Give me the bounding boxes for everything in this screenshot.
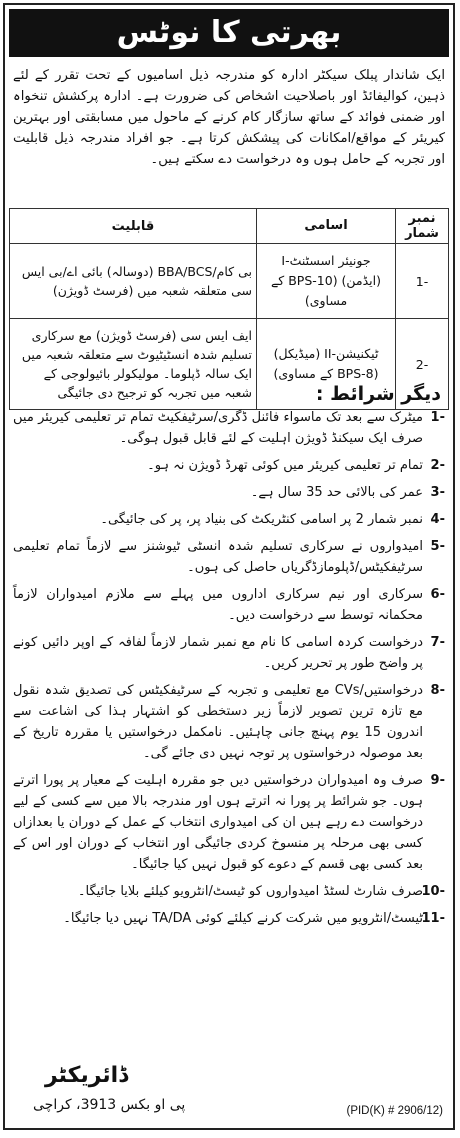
condition-number: -7 — [430, 635, 445, 650]
condition-number: -10 — [421, 884, 445, 899]
row-post: ٹیکنیشن-II (میڈیکل) (BPS-8 کے مساوی) — [257, 319, 396, 410]
condition-text: نمبر شمار 2 پر اسامی کنٹریکٹ کی بنیاد پر، پر کی جائیگی۔ — [100, 512, 423, 527]
condition-item — [13, 455, 445, 476]
header-qualification: قابلیت — [10, 209, 257, 244]
condition-text: میٹرک سے بعد تک ماسواء فائنل ڈگری/سرٹیفکیٹ تمام تر تعلیمی کیریئر میں صرف ایک سیکنڈ ڈویژن اہلیت کے لئے قابل قبول ہوگی۔ — [13, 410, 423, 446]
table-row — [10, 244, 449, 319]
condition-item — [13, 632, 445, 674]
condition-text: عمر کی بالائی حد 35 سال ہے۔ — [250, 485, 423, 500]
condition-item — [13, 770, 445, 875]
condition-item — [13, 407, 445, 449]
condition-item — [13, 584, 445, 626]
conditions-list — [13, 407, 445, 935]
condition-text: سرکاری اور نیم سرکاری اداروں میں پہلے سے ملازم امیدواران لازماً محکمانہ توسط سے درخواست دیں۔ — [13, 587, 423, 623]
row-sno: -1 — [396, 244, 449, 319]
row-qualification: بی کام/BBA/BCS (دوسالہ) بائی اے/بی ایس سی متعلقہ شعبہ میں (فرسٹ ڈویژن) — [10, 244, 257, 319]
condition-text: ٹیسٹ/انٹرویو میں شرکت کرنے کیلئے کوئی TA/DA نہیں دیا جائیگا۔ — [63, 911, 423, 926]
table-header-row — [10, 209, 449, 244]
header-post: اسامی — [257, 209, 396, 244]
signatory: ڈائریکٹر — [45, 1063, 129, 1088]
condition-number: -1 — [430, 410, 445, 425]
condition-item — [13, 881, 445, 902]
header-sno: نمبر شمار — [396, 209, 449, 244]
condition-text: درخواست کردہ اسامی کا نام مع نمبر شمار لازماً لفافہ کے اوپر دائیں کونے پر واضح طور پر تحریر کریں۔ — [13, 635, 423, 671]
condition-item — [13, 680, 445, 764]
condition-text: صرف وہ امیدواران درخواستیں دیں جو مقررہ اہلیت کے معیار پر پورا اترتے ہوں۔ جو شرائط پر پورا نہ اترتے ہوں اور مندرجہ بالا میں سے کسی کے لیے درخواست دے رہے ہیں ان کی امیدواری انتخاب کے عمل کے دوران یا بعدازاں کسی بھی مرحلہ پر منسوخ کردی جائیگی اور انتخاب کے دوران اور اس کے بعد کسی بھی قسم کے دعوے کو قبول نہیں کیا جائیگا۔ — [13, 773, 423, 872]
pid-reference: (PID(K) # 2906/12) — [346, 1105, 443, 1117]
row-qualification: ایف ایس سی (فرسٹ ڈویژن) مع سرکاری تسلیم شدہ انسٹیٹیوٹ سے متعلقہ شعبہ میں ایک سالہ ڈپلوما۔ مولیکولر بائیولوجی کے شعبہ میں تجربہ کو ترجیح دی جائیگی — [10, 319, 257, 410]
conditions-title: دیگر شرائط : — [315, 383, 441, 405]
notice-title: بھرتی کا نوٹس — [9, 9, 449, 57]
address: پی او بکس 3913، کراچی — [33, 1097, 186, 1113]
condition-item — [13, 908, 445, 929]
condition-text: تمام تر تعلیمی کیریئر میں کوئی تھرڈ ڈویژن نہ ہو۔ — [147, 458, 423, 473]
recruitment-notice — [3, 3, 455, 1130]
posts-table — [9, 208, 449, 410]
condition-item — [13, 536, 445, 578]
condition-number: -8 — [430, 683, 445, 698]
condition-number: -2 — [430, 458, 445, 473]
condition-text: صرف شارٹ لسٹڈ امیدواروں کو ٹیسٹ/انٹرویو کیلئے بلایا جائیگا۔ — [77, 884, 423, 899]
condition-number: -9 — [430, 773, 445, 788]
row-sno: -2 — [396, 319, 449, 410]
row-post: جونیئر اسسٹنٹ-I (ایڈمن) (BPS-10 کے مساوی) — [257, 244, 396, 319]
condition-number: -3 — [430, 485, 445, 500]
condition-number: -4 — [430, 512, 445, 527]
notice-intro: ایک شاندار پبلک سیکٹر ادارہ کو مندرجہ ذیل اسامیوں کے تحت تقرر کے لئے ذہین، کوالیفائڈ اور باصلاحیت اشخاص کی ضرورت ہے۔ ادارہ پرکشش تنخواہ اور ضمنی فوائد کے ساتھ سازگار کام کرنے کے ماحول میں مسابقتی اور بہترین کیریئر کے مواقع/امکانات کی پیشکش کرتا ہے۔ جو افراد مندرجہ ذیل قابلیت اور تجربہ کے حامل ہوں وہ درخواست دے سکتے ہیں۔ — [13, 68, 445, 167]
condition-number: -5 — [430, 539, 445, 554]
condition-item — [13, 482, 445, 503]
condition-number: -6 — [430, 587, 445, 602]
condition-number: -11 — [421, 911, 445, 926]
condition-item — [13, 509, 445, 530]
condition-text: امیدواروں نے سرکاری تسلیم شدہ انسٹی ٹیوشنز سے لازماً تمام تعلیمی سرٹیفکیٹس/ڈپلومازڈگریاں حاصل کی ہوں۔ — [13, 539, 423, 575]
condition-text: درخواستیں/CVs مع تعلیمی و تجربہ کے سرٹیفکیٹس کی تصدیق شدہ نقول مع تازہ ترین تصویر لازماً زیر دستخطی کو اشتہار ہذا کی اشاعت سے اندرون 15 یوم پہنچ جانی چاہئیں۔ نامکمل درخواستیں یا مقررہ تاریخ کے بعد موصولہ درخواستوں پر توجہ نہیں دی جائے گی۔ — [13, 683, 423, 761]
